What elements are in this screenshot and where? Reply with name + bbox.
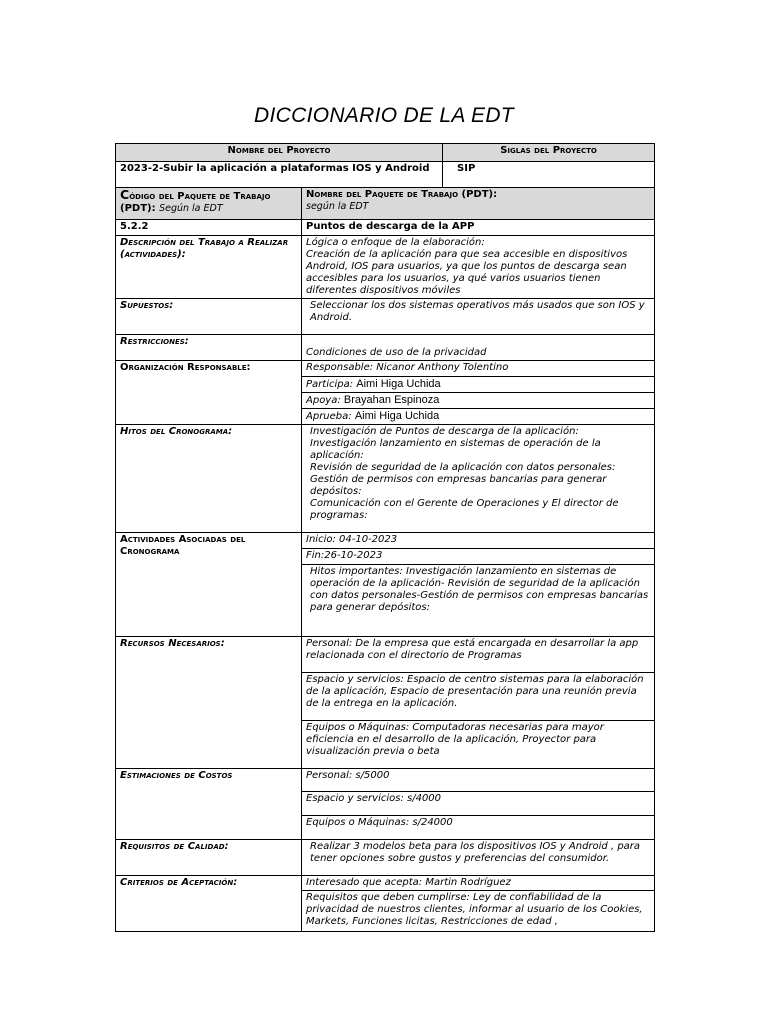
costs-equipment: Equipos o Máquinas: s/24000: [302, 816, 655, 840]
costs-personal: Personal: s/5000: [302, 769, 655, 792]
package-code-label: [116, 188, 302, 220]
package-labels-row: [116, 188, 655, 220]
description-value: [302, 236, 655, 299]
resources-equipment: Equipos o Máquinas: Computadoras necesarias para mayor eficiencia en el desarrollo de la aplicación, Proyector para visualización previa o beta: [302, 721, 655, 769]
quality-value: Realizar 3 modelos beta para los dispositivos IOS y Android , para tener opciones sobre gustos y preferencias del consumidor.: [302, 840, 655, 876]
milestone-item: Investigación lanzamiento en sistemas de operación de la aplicación:: [310, 438, 601, 461]
acceptance-interested: Interesado que acepta: Martin Rodríguez: [302, 876, 655, 891]
assumptions-value: Seleccionar los dos sistemas operativos más usados que son IOS y Android.: [302, 299, 655, 335]
milestone-item: Revisión de seguridad de la aplicación con datos personales:: [310, 462, 616, 473]
organization-row-responsible: [116, 361, 655, 377]
restrictions-row: [116, 335, 655, 361]
restrictions-label: Restricciones:: [116, 335, 302, 361]
project-name-label: Nombre del Proyecto: [116, 144, 443, 162]
activities-end: Fin:26-10-2023: [302, 549, 655, 565]
milestones-list: [302, 425, 655, 533]
assumptions-row: [116, 299, 655, 335]
description-label: Descripción del Trabajo a Realizar (actividades):: [116, 236, 302, 299]
assumptions-label: Supuestos:: [116, 299, 302, 335]
project-values-row: [116, 162, 655, 188]
acceptance-label: Criterios de Aceptación:: [116, 876, 302, 932]
package-name-label-note: según la EDT: [306, 201, 369, 212]
milestones-label: Hitos del Cronograma:: [116, 425, 302, 533]
organization-participa: [302, 377, 655, 393]
project-acronym-value: SIP: [443, 162, 655, 188]
package-name-label: [302, 188, 655, 220]
package-code-label-initial: C: [120, 187, 130, 202]
organization-apoya: [302, 393, 655, 409]
resources-personal: Personal: De la empresa que está encargada en desarrollar la app relacionada con el directorio de Programas: [302, 637, 655, 673]
organization-aprueba: [302, 409, 655, 425]
organization-responsible: Responsable: Nicanor Anthony Tolentino: [302, 361, 655, 377]
restrictions-value: Condiciones de uso de la privacidad: [302, 335, 655, 361]
quality-label: Requisitos de Calidad:: [116, 840, 302, 876]
costs-space: Espacio y servicios: s/4000: [302, 792, 655, 816]
activities-label: Actividades Asociadas del Cronograma: [116, 533, 302, 637]
project-acronym-label: Siglas del Proyecto: [443, 144, 655, 162]
costs-row-personal: [116, 769, 655, 792]
milestone-item: Gestión de permisos con empresas bancarias para generar depósitos:: [310, 474, 607, 497]
milestone-item: Comunicación con el Gerente de Operaciones y El director de programas:: [310, 498, 619, 521]
milestone-item: Investigación de Puntos de descarga de la aplicación:: [310, 426, 579, 437]
organization-participa-label: Participa:: [306, 379, 354, 390]
organization-aprueba-label: Aprueba:: [306, 411, 352, 422]
package-code-label-text: ódigo del Paquete de Trabajo (PDT):: [120, 191, 271, 214]
acceptance-requirements: Requisitos que deben cumplirse: Ley de confiabilidad de la privacidad de nuestros clientes, informar al usuario de los Cookies, Markets, Funciones licitas, Restricciones de edad ,: [302, 891, 655, 932]
quality-row: [116, 840, 655, 876]
package-values-row: [116, 220, 655, 236]
resources-space: Espacio y servicios: Espacio de centro sistemas para la elaboración de la aplicación, Espacio de presentación para una reunión previa de la entrega en la aplicación.: [302, 673, 655, 721]
activities-row-start: [116, 533, 655, 549]
resources-label: Recursos Necesarios:: [116, 637, 302, 769]
activities-start: Inicio: 04-10-2023: [302, 533, 655, 549]
organization-participa-name: Aimi Higa Uchida: [356, 378, 441, 390]
description-approach: Lógica o enfoque de la elaboración:: [306, 237, 485, 248]
document-title: DICCIONARIO DE LA EDT: [254, 104, 514, 127]
milestones-row: [116, 425, 655, 533]
description-text: Creación de la aplicación para que sea accesible en dispositivos Android, IOS para usuarios, ya que los puntos de descarga sean accesibles para los usuarios, ya qué varios usuarios tienen diferentes dispositivos móviles: [306, 249, 628, 296]
organization-apoya-label: Apoya:: [306, 395, 341, 406]
project-header-row: [116, 144, 655, 162]
organization-apoya-name: Brayahan Espinoza: [343, 394, 440, 406]
package-name-label-text: Nombre del Paquete de Trabajo (PDT):: [306, 189, 498, 200]
package-name-value: Puntos de descarga de la APP: [302, 220, 655, 236]
activities-milestones: Hitos importantes: Investigación lanzamiento en sistemas de operación de la aplicación- Revisión de seguridad de la aplicación con datos personales-Gestión de permisos con empresas bancarias para generar depósitos:: [302, 565, 655, 637]
description-row: [116, 236, 655, 299]
organization-label: Organización Responsable:: [116, 361, 302, 425]
costs-label: Estimaciones de Costos: [116, 769, 302, 840]
edt-dictionary-table: [115, 143, 655, 932]
package-code-value: 5.2.2: [116, 220, 302, 236]
project-name-value: 2023-2-Subir la aplicación a plataformas IOS y Android: [116, 162, 443, 188]
resources-row-personal: [116, 637, 655, 673]
organization-aprueba-name: Aimi Higa Uchida: [354, 410, 440, 422]
package-code-label-note: Según la EDT: [159, 203, 223, 214]
acceptance-row-interested: [116, 876, 655, 891]
